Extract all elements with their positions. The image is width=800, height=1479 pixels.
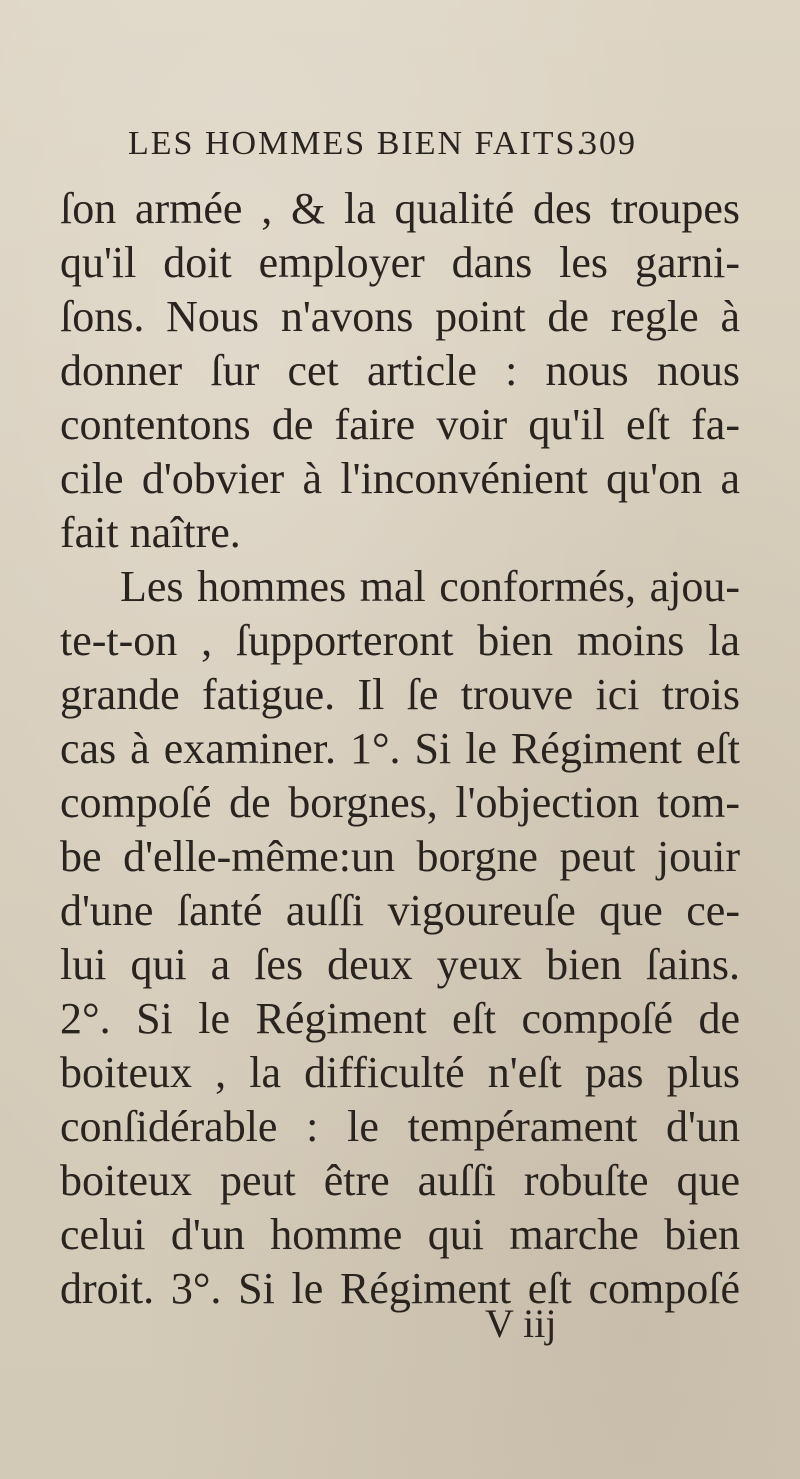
text-line: conſidérable : le tempérament d'un — [60, 1102, 740, 1151]
text-line: compoſé de borgnes, l'objection tom- — [60, 778, 740, 827]
text-line: d'une ſanté auſſi vigoureuſe que ce- — [60, 886, 740, 935]
text-line: qu'il doit employer dans les garni- — [60, 238, 740, 287]
text-line: 2°. Si le Régiment eſt compoſé de — [60, 994, 740, 1043]
running-title: LES HOMMES BIEN FAITS. — [128, 125, 587, 162]
text-line: cas à examiner. 1°. Si le Régiment eſt — [60, 724, 740, 773]
text-line: lui qui a ſes deux yeux bien ſains. — [60, 940, 740, 989]
text-line: grande fatigue. Il ſe trouve ici trois — [60, 670, 740, 719]
text-line: donner ſur cet article : nous nous — [60, 346, 740, 395]
signature-mark: V iij — [485, 1301, 557, 1346]
text-line: celui d'un homme qui marche bien — [60, 1210, 740, 1259]
text-line: be d'elle-même:un borgne peut jouir — [60, 832, 740, 881]
paragraph-start-line: Les hommes mal conformés, ajou- — [120, 562, 740, 611]
text-line: droit. 3°. Si le Régiment eſt compoſé — [60, 1264, 740, 1313]
page-header — [128, 125, 688, 175]
body-text — [60, 182, 740, 1316]
text-line: fait naître. — [60, 508, 241, 557]
text-line: ſons. Nous n'avons point de regle à — [60, 292, 740, 341]
text-line: contentons de faire voir qu'il eſt fa- — [60, 400, 740, 449]
text-line: ſon armée , & la qualité des troupes — [60, 184, 740, 233]
text-line: cile d'obvier à l'inconvénient qu'on a — [60, 454, 740, 503]
text-line: te-t-on , ſupporteront bien moins la — [60, 616, 740, 665]
text-line: boiteux , la difficulté n'eſt pas plus — [60, 1048, 740, 1097]
text-line: boiteux peut être auſſi robuſte que — [60, 1156, 740, 1205]
page-number: 309 — [580, 125, 637, 162]
